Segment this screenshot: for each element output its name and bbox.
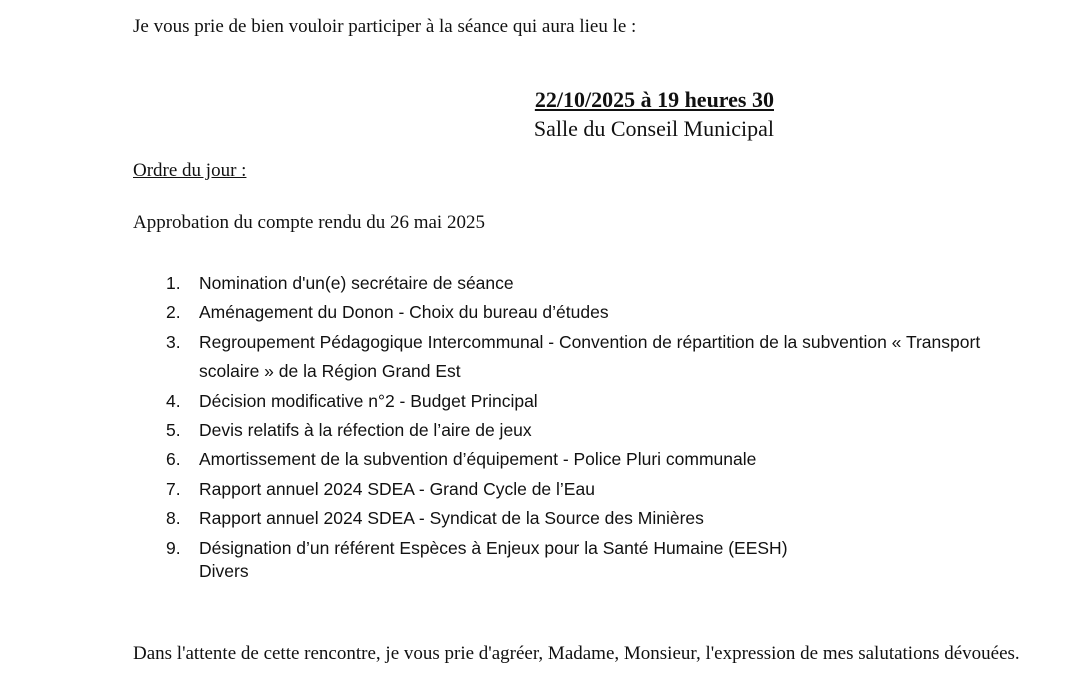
agenda-list — [166, 269, 1026, 563]
agenda-item-number: 9. — [166, 537, 181, 558]
agenda-item-number: 2. — [166, 302, 181, 323]
agenda-misc: Divers — [199, 561, 249, 581]
meeting-datetime: 22/10/2025 à 19 heures 30 — [534, 87, 774, 112]
agenda-title: Ordre du jour : — [133, 160, 247, 181]
agenda-item-number: 7. — [166, 478, 181, 499]
agenda-item — [166, 504, 1026, 533]
agenda-item — [166, 387, 1026, 416]
agenda-item-text: Décision modificative n°2 - Budget Principal — [199, 390, 538, 411]
agenda-item-number: 1. — [166, 273, 181, 293]
agenda-item — [166, 298, 1026, 327]
agenda-item-text: Amortissement de la subvention d’équipement - Police Pluri communale — [199, 449, 757, 470]
agenda-item-text: Aménagement du Donon - Choix du bureau d’études — [199, 302, 609, 323]
agenda-item — [166, 269, 1026, 298]
meeting-location: Salle du Conseil Municipal — [533, 116, 774, 141]
agenda-item-number: 8. — [166, 508, 181, 529]
meeting-info — [534, 86, 774, 144]
agenda-item-text: Nomination d'un(e) secrétaire de séance — [199, 273, 514, 293]
agenda-item-number: 5. — [166, 420, 181, 441]
agenda-item-text: Rapport annuel 2024 SDEA - Syndicat de la Source des Minières — [199, 508, 704, 529]
agenda-item-text: Devis relatifs à la réfection de l’aire de jeux — [199, 420, 532, 441]
approval-text: Approbation du compte rendu du 26 mai 2025 — [133, 212, 485, 233]
agenda-item-number: 4. — [166, 390, 181, 411]
agenda-item — [166, 475, 1026, 504]
agenda-item — [166, 445, 1026, 474]
agenda-item-text: Regroupement Pédagogique Intercommunal - Convention de répartition de la subvention « Transport scolaire » de la Région Grand Est — [199, 331, 981, 382]
agenda-item — [166, 534, 1026, 563]
agenda-item — [166, 416, 1026, 445]
agenda-item-number: 3. — [166, 331, 181, 352]
agenda-item — [166, 328, 1026, 387]
intro-text: Je vous prie de bien vouloir participer à la séance qui aura lieu le : — [133, 16, 637, 37]
agenda-item-text: Rapport annuel 2024 SDEA - Grand Cycle de l’Eau — [199, 478, 595, 499]
agenda-item-number: 6. — [166, 449, 181, 470]
agenda-item-text: Désignation d’un référent Espèces à Enjeux pour la Santé Humaine (EESH) — [199, 537, 788, 558]
closing-text: Dans l'attente de cette rencontre, je vous prie d'agréer, Madame, Monsieur, l'expression de mes salutations dévouées. — [133, 643, 1020, 664]
